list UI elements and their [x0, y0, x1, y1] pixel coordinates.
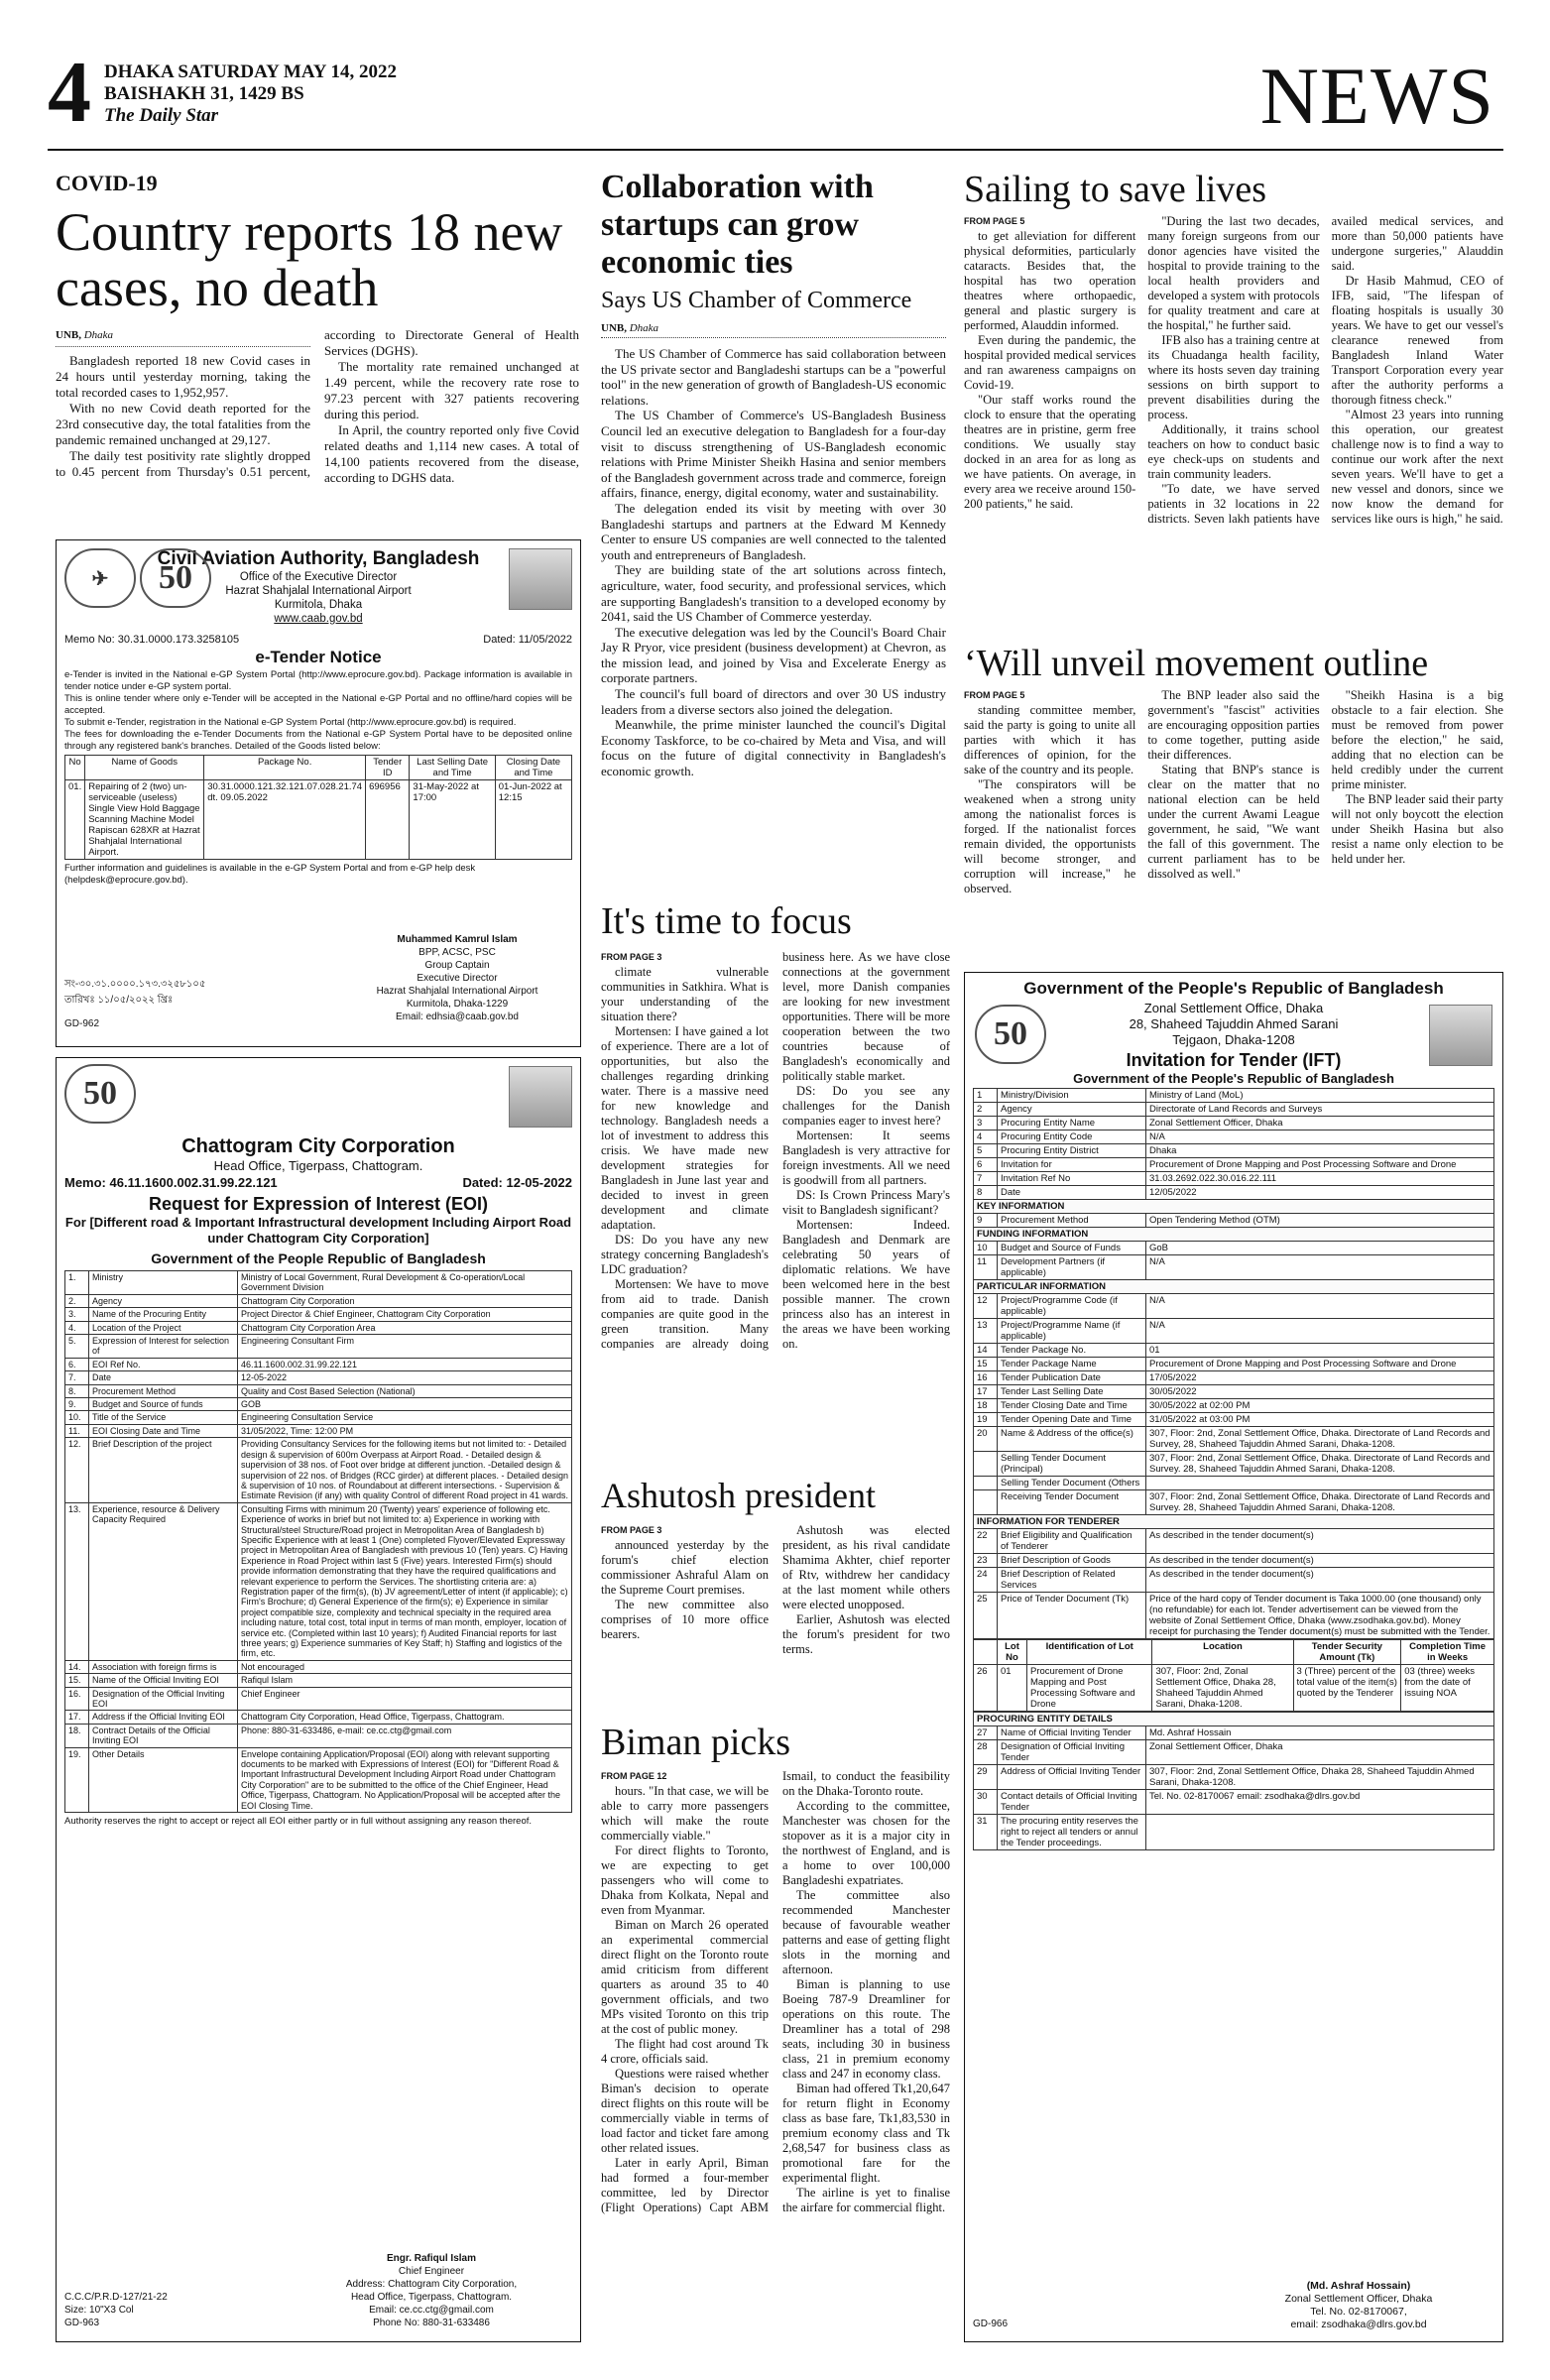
byline: UNB, Dhaka	[601, 322, 946, 338]
sailing-story	[964, 171, 1503, 670]
paragraph: climate vulnerable communities in Satkhira. What is your understanding of the situation there?	[601, 964, 769, 1023]
page-number: 4	[48, 45, 91, 141]
ccc-title: Chattogram City Corporation	[181, 1135, 455, 1157]
table-row: 2 Agency Directorate of Land Records and Surveys	[974, 1103, 1494, 1117]
from-page: FROM PAGE 5	[964, 215, 1025, 226]
masthead-rule	[48, 149, 1503, 151]
eoi-gov: Government of the People Republic of Bangladesh	[151, 1250, 486, 1266]
story-body	[964, 688, 1503, 1002]
table-row: 15 Tender Package Name Procurement of Drone Mapping and Post Processing Software and Drone	[974, 1358, 1494, 1371]
section-title: NEWS	[1259, 51, 1494, 141]
table-row: 6. EOI Ref No. 46.11.1600.002.31.99.22.121	[65, 1358, 572, 1370]
caab-website-link[interactable]: www.caab.gov.bd	[274, 613, 363, 625]
table-row: 3 Procuring Entity Name Zonal Settlement Officer, Dhaka	[974, 1117, 1494, 1130]
goods-table: No Name of Goods Package No. Tender ID Last Selling Date and Time Closing Date and Time 01. Repairing of 2 (two) un-serviceable (useless) Single View Hold Baggage Scanning Machine Model Rapiscan 628XR at Hazrat Shahjalal International Airport. 30.31.0000.121.32.121.07.028.21.74 dt. 09.05.2022 696956 31-May-2022 at 17:00 01-Jun-2022 at 12:15	[64, 755, 572, 860]
table-row: 2. Agency Chattogram City Corporation	[65, 1294, 572, 1307]
paragraph: In April, the country reported only five Covid related deaths and 1,114 new cases. A total of 14,100 patients recovered from the disease, according to DGHS data.	[324, 422, 579, 485]
headline: ‘Will unveil movement outline	[964, 643, 1429, 684]
table-row: 31 The procuring entity reserves the right to reject all tenders or annul the Tender proceedings.	[974, 1815, 1494, 1850]
table-row: 28 Designation of Official Inviting Tender Zonal Settlement Officer, Dhaka	[974, 1740, 1494, 1765]
table-row: 14. Association with foreign firms is Not encouraged	[65, 1660, 572, 1673]
ift-entity-table	[973, 1712, 1494, 1850]
further-info: Further information and guidelines is available in the e-GP System Portal and from e-GP help desk (helpdesk@eprocure.gov.bd).	[64, 863, 476, 886]
paragraph: The BNP leader also said the government's "fascist" activities are encouraging opposition parties to come together, putting aside their differences.	[1147, 687, 1320, 762]
paragraph: Mortensen: I have gained a lot of experience. There are a lot of opportunities, but also the challenges regarding drinking water. There is a massive need for new knowledge and technology. Bangladesh needs a lot of investment to address this crisis. We have made new development strategies for Bangladesh in June last year and decided to invest in green development and climate adaptation.	[601, 1023, 769, 1232]
table-row: 18 Tender Closing Date and Time 30/05/2022 at 02:00 PM	[974, 1399, 1494, 1413]
memo-line: Memo No: 30.31.0000.173.3258105 Dated: 11/05/2022	[64, 634, 572, 646]
table-row: 16 Tender Publication Date 17/05/2022	[974, 1371, 1494, 1385]
table-row: 11. EOI Closing Date and Time 31/05/2022, Time: 12:00 PM	[65, 1424, 572, 1437]
table-row: KEY INFORMATION	[974, 1200, 1494, 1214]
table-row: 18. Contract Details of the Official Inviting EOI Phone: 880-31-633486, e-mail: ce.cc.ctg@gmail.com	[65, 1724, 572, 1747]
ift-title: Invitation for Tender (IFT)	[1126, 1050, 1342, 1070]
table-row: 15. Name of the Official Inviting EOI Rafiqul Islam	[65, 1674, 572, 1687]
paragraph: Additionally, it trains school teachers on how to conduct basic eye check-ups on students and train community leaders.	[1147, 421, 1320, 481]
paragraph: hours. "In that case, we will be able to carry more passengers which will make the route commercially viable."	[601, 1783, 769, 1843]
portrait-image	[509, 548, 572, 610]
covid-story	[56, 171, 579, 486]
paragraph: DS: Do you see any challenges for the Danish companies eager to invest here?	[782, 1083, 950, 1128]
paper-name: The Daily Star	[104, 105, 219, 126]
subhead: Says US Chamber of Commerce	[601, 288, 912, 313]
headline: Sailing to save lives	[964, 169, 1267, 210]
table-row: 10 Budget and Source of Funds GoB	[974, 1242, 1494, 1255]
lot-table: Lot No Identification of Lot Location Tender Security Amount (Tk) Completion Time in Weeks 26 01 Procurement of Drone Mapping and Post Processing Software and Drone 307, Floor: 2nd, Zonal Settlement Office, Dhaka 28, Shaheed Tajuddin Ahmed Sarani, Dhaka-1208. 3 (Three) percent of the total value of the item(s) quoted by the Tenderer 03 (three) weeks from the date of issuing NOA	[973, 1639, 1494, 1712]
table-row: 9 Procurement Method Open Tendering Method (OTM)	[974, 1214, 1494, 1228]
ccc-eoi-ad	[56, 1057, 581, 2342]
paragraph: Earlier, Ashutosh was elected the forum's president for two terms.	[782, 1611, 950, 1656]
paragraph: Later in early April, Biman had formed a four-member committee, led by Director (Flight Operations) Capt ABM Ismail, to conduct the feasibility on the Dhaka-Toronto route.	[601, 1768, 950, 2214]
ift-gov: Government of the People's Republic of Bangladesh	[1023, 979, 1444, 998]
table-row: 5 Procuring Entity District Dhaka	[974, 1144, 1494, 1158]
bangla-date-line: BAISHAKH 31, 1429 BS	[104, 83, 304, 104]
eoi-footer: Authority reserves the right to accept or reject all EOI either partly or in full without assigning any reason thereof.	[64, 1816, 533, 1828]
paragraph: Mortensen: It seems Bangladesh is very attractive for foreign investments. All we need is goodwill from all partners.	[782, 1128, 950, 1187]
eoi-title: Request for Expression of Interest (EOI)	[148, 1194, 489, 1214]
table-row: 27 Name of Official Inviting Tender Md. Ashraf Hossain	[974, 1726, 1494, 1740]
ccc-signature: Engr. Rafiqul Islam Chief Engineer Address: Chattogram City Corporation, Head Office, Tigerpass, Chattogram. Email: ce.cc.ctg@gmail.com Phone No: 880-31-633486	[345, 2253, 518, 2328]
paragraph: The US Chamber of Commerce has said collaboration between the US private sector and Bangladeshi startups can be a "powerful tool" in the new generation of growth of Bangladesh-US economic relations.	[601, 346, 946, 408]
caab-ref: সং-৩০.৩১.০০০০.১৭৩.৩২৫৮১০৫ তারিখঃ ১১/০৫/২০২২ খ্রিঃ GD-962	[64, 979, 206, 1029]
table-row: 1 Ministry/Division Ministry of Land (MoL)	[974, 1089, 1494, 1103]
table-row: 22 Brief Eligibility and Qualification of Tenderer As described in the tender document(s)	[974, 1529, 1494, 1554]
paragraph: Mortensen: Indeed. Bangladesh and Denmark are celebrating 50 years of diplomatic relations. We have been welcomed here in the best possible manner. The crown princess also has an interest in the areas we have been working on.	[782, 1217, 950, 1351]
table-row: FUNDING INFORMATION	[974, 1228, 1494, 1242]
table-row: 4 Procuring Entity Code N/A	[974, 1130, 1494, 1144]
table-row: 8 Date 12/05/2022	[974, 1186, 1494, 1200]
table-row: Selling Tender Document (Others	[974, 1477, 1494, 1490]
table-row: 01. Repairing of 2 (two) un-serviceable (useless) Single View Hold Baggage Scanning Machine Model Rapiscan 628XR at Hazrat Shahjalal International Airport. 30.31.0000.121.32.121.07.028.21.74 dt. 09.05.2022 696956 31-May-2022 at 17:00 01-Jun-2022 at 12:15	[65, 780, 572, 860]
from-page: FROM PAGE 3	[601, 1524, 662, 1535]
paragraph: announced yesterday by the forum's chief election commissioner Ashraful Alam on the Supreme Court premises.	[601, 1537, 769, 1597]
date-line: DHAKA SATURDAY MAY 14, 2022	[104, 61, 398, 82]
bangladesh-50-logo: 50	[975, 1005, 1046, 1064]
ccc-office: Head Office, Tigerpass, Chattogram.	[213, 1158, 423, 1173]
bangladesh-50-logo: 50	[64, 1064, 136, 1124]
table-row: 29 Address of Official Inviting Tender 307, Floor: 2nd, Zonal Settlement Office, Dhaka 28, Shaheed Tajuddin Ahmed Sarani, Dhaka-1208.	[974, 1765, 1494, 1790]
eoi-table	[64, 1270, 572, 1813]
table-row: INFORMATION FOR TENDERER	[974, 1515, 1494, 1529]
table-row: 1. Ministry Ministry of Local Government, Rural Development & Co-operation/Local Government Division	[65, 1271, 572, 1295]
ift-signature: (Md. Ashraf Hossain) Zonal Settlement Officer, Dhaka Tel. No. 02-8170067, email: zsodhaka@dlrs.gov.bd	[1284, 2280, 1433, 2330]
story-body	[601, 1769, 950, 2358]
ccc-ref: C.C.C/P.R.D-127/21-22 Size: 10"X3 Col GD-963	[64, 2292, 168, 2328]
paragraph: IFB also has a training centre at its Chuadanga health facility, where its hosts seven day training sessions on birth support to prevent disabilities during the process.	[1147, 332, 1320, 421]
paragraph: Ashutosh was elected president, as his rival candidate Shamima Akhter, chief reporter of Rtv, withdrew her candidacy at the last moment while others were elected unopposed.	[782, 1522, 950, 1611]
paragraph: Even during the pandemic, the hospital provided medical services and ran awareness campaigns on Covid-19.	[964, 332, 1136, 392]
paragraph: Stating that BNP's stance is clear on the matter that no national election can be held under the current Awami League government, he said, "We want the fall of this government. The current parliament has to be dissolved as well."	[1147, 762, 1320, 881]
paragraph: Biman on March 26 operated an experimental commercial direct flight on the Toronto route amid criticism from different quarters as around 35 to 40 government officials, and two MPs visited Toronto on this trip at the cost of public money.	[601, 1917, 769, 2036]
byline: UNB, Dhaka	[56, 327, 310, 347]
ift-table	[973, 1088, 1494, 1639]
table-row: Receiving Tender Document 307, Floor: 2nd, Zonal Settlement Office, Dhaka. Directorate of Land Records and Survey. 28, Shaheed Tajuddin Ahmed Sarani, Dhaka-1208.	[974, 1490, 1494, 1515]
table-row: 11 Development Partners (if applicable) N/A	[974, 1255, 1494, 1280]
table-row: 7 Invitation Ref No 31.03.2692.022.30.016.22.111	[974, 1172, 1494, 1186]
paragraph: The council's full board of directors and over 30 US industry leaders from a diverse sectors also joined the delegation.	[601, 686, 946, 717]
paragraph: The new committee also comprises of 10 more office bearers.	[601, 1597, 769, 1641]
paragraph: They are building state of the art solutions across fintech, agriculture, water, food security, and professional services, which are supporting Bangladesh's transition to a developed economy by 2041, said the US Chamber of Commerce yesterday.	[601, 562, 946, 625]
headline: It's time to focus	[601, 900, 852, 942]
paragraph: The airline is yet to finalise the airfare for commercial flight.	[782, 2185, 950, 2214]
paragraph: For direct flights to Toronto, we are expecting to get passengers who will come to Dhaka from Kolkata, Nepal and even from Myanmar.	[601, 1843, 769, 1917]
headline: Collaboration with startups can grow economic ties	[601, 169, 874, 281]
table-row: 20 Name & Address of the office(s) 307, Floor: 2nd, Zonal Settlement Office, Dhaka. Directorate of Land Records and Survey, 28, Shaheed Tajuddin Ahmed Sarani, Dhaka-1208.	[974, 1427, 1494, 1452]
table-row: 24 Brief Description of Related Services As described in the tender document(s)	[974, 1568, 1494, 1593]
paragraph: Bangladesh reported 18 new Covid cases in 24 hours until yesterday morning, taking the total recorded cases to 1,952,957.	[56, 353, 310, 400]
paragraph: to get alleviation for different physical deformities, particularly cataracts. Besides that, the hospital has two operation theatres where orthopaedic, general and plastic surgery is performed, Alauddin informed.	[964, 228, 1136, 332]
paragraph: The delegation ended its visit by meeting with over 30 Bangladeshi startups and partners at the Edward M Kennedy Center to ensure US companies are well connected to the talented youth and entrepreneurs of Bangladesh.	[601, 500, 946, 562]
table-row: 19 Tender Opening Date and Time 31/05/2022 at 03:00 PM	[974, 1413, 1494, 1427]
table-row: 30 Contact details of Official Inviting Tender Tel. No. 02-8170067 email: zsodhaka@dlrs.gov.bd	[974, 1790, 1494, 1815]
headline: Country reports 18 new cases, no death	[56, 202, 563, 317]
biman-story	[601, 1724, 950, 2358]
table-row: 6 Invitation for Procurement of Drone Mapping and Post Processing Software and Drone	[974, 1158, 1494, 1172]
caab-signature: Muhammed Kamrul Islam BPP, ACSC, PSC Group Captain Executive Director Hazrat Shahjalal International Airport Kurmitola, Dhaka-1229 Email: edhsia@caab.gov.bd	[376, 934, 538, 1022]
paragraph: The US Chamber of Commerce's US-Bangladesh Business Council led an executive delegation to Bangladesh for a four-day visit to discuss strengthening of US-Bangladesh economic relations with Prime Minister Sheikh Hasina and senior members of the Bangladesh government across trade and commerce, foreign affairs, finance, energy, digital economy, water and sustainability.	[601, 408, 946, 501]
portrait-image	[509, 1066, 572, 1128]
caab-tender-ad	[56, 539, 581, 1047]
masthead-dates	[104, 61, 397, 127]
ift-address: Zonal Settlement Office, Dhaka 28, Shaheed Tajuddin Ahmed Sarani Tejgaon, Dhaka-1208	[1129, 1001, 1339, 1047]
paragraph: DS: Is Crown Princess Mary's visit to Bangladesh significant?	[782, 1187, 950, 1217]
paragraph: Dr Hasib Mahmud, CEO of IFB, said, "The lifespan of floating hospitals is usually 30 years. We have to get our vessel's clearance renewed from Bangladesh Inland Water Transport Corporation every year after the authority performs a thorough fitness check."	[1331, 273, 1503, 407]
caab-emblem-icon: ✈	[64, 548, 136, 608]
story-body	[601, 1523, 950, 1743]
caab-title: Civil Aviation Authority, Bangladesh	[157, 548, 480, 569]
paragraph: Mortensen: We have to move from aid to trade. Danish companies are quite good in the green transition. Many companies are already doing business here. As we have close connections at the government level, more Danish companies are looking for new investment opportunities. There will be more cooperation between the two countries because of Bangladesh's economically and politically stable market.	[601, 949, 950, 1351]
focus-story	[601, 902, 950, 1484]
story-body	[601, 346, 946, 779]
table-row: 17 Tender Last Selling Date 30/05/2022	[974, 1385, 1494, 1399]
table-row: 17. Address if the Official Inviting EOI Chattogram City Corporation, Head Office, Tigerpass, Chattogram.	[65, 1711, 572, 1724]
paragraph: The BNP leader said their party will not only boycott the election under Sheikh Hasina but also resist a name only election to be held under her.	[1331, 791, 1503, 866]
table-row: 7. Date 12-05-2022	[65, 1371, 572, 1384]
ift-tender-ad	[964, 972, 1503, 2342]
memo-line: Memo: 46.11.1600.002.31.99.22.121 Dated: 12-05-2022	[64, 1175, 572, 1190]
paragraph: The flight had cost around Tk 4 crore, officials said.	[601, 2036, 769, 2066]
ift-gd: GD-966	[973, 2319, 1009, 2329]
bangladesh-50-logo: 50	[140, 548, 211, 608]
from-page: FROM PAGE 12	[601, 1770, 667, 1781]
paragraph: "The conspirators will be weakened when a strong unity among the nationalist forces is forged. If the nationalist forces remain divided, the opportunists will become stronger, and corruption will increase," he observed.	[964, 776, 1136, 895]
paragraph: DS: Do you have any new strategy concerning Bangladesh's LDC graduation?	[601, 1232, 769, 1276]
table-row: 12 Project/Programme Code (if applicable) N/A	[974, 1294, 1494, 1319]
table-row: 19. Other Details Envelope containing Application/Proposal (EOI) along with relevant supporting documents to be marked with Expressions of Interest (EOI) for "Different Road & Important Infrastructural Development Including Airport Road under Chattogram City Corporation" are to be submitted to the office of the Chief Engineer, Head Office, Tigerpass, Chattogram. No Application/Proposal will be accepted after the EOI Closing Time.	[65, 1747, 572, 1812]
notice-title: e-Tender Notice	[255, 648, 382, 666]
table-row: 9. Budget and Source of funds GOB	[65, 1398, 572, 1411]
paragraph: "During the last two decades, many foreign surgeons from our donor agencies have visited the hospital to provide training to the local health providers and developed a system with protocols for quality treatment and care at the hospital," he further said.	[1147, 213, 1320, 332]
headline: Ashutosh president	[601, 1476, 876, 1515]
paragraph: "Almost 23 years into running this operation, our greatest challenge now is to find a way to continue our work after the next seven years. We'll have to get a new vessel and donors, since we now know the demand for services like ours is high," he said.	[1331, 407, 1503, 526]
from-page: FROM PAGE 3	[601, 951, 662, 962]
table-row: PARTICULAR INFORMATION	[974, 1280, 1494, 1294]
eoi-for: For [Different road & Important Infrastructural development Including Airport Road under Chattogram City Corporation]	[64, 1215, 572, 1246]
portrait-image	[1429, 1005, 1492, 1066]
table-row: 5. Expression of Interest for selection of Engineering Consultant Firm	[65, 1335, 572, 1359]
paragraph: "Sheikh Hasina is a big obstacle to a fair election. She must be removed from power before the election," he said, adding that no election can be held credibly under the current prime minister.	[1331, 687, 1503, 791]
story-body	[56, 327, 579, 486]
table-row: 3. Name of the Procuring Entity Project Director & Chief Engineer, Chattogram City Corporation	[65, 1308, 572, 1321]
collab-story	[601, 169, 946, 779]
unveil-story	[964, 645, 1503, 1002]
headline: Biman picks	[601, 1722, 791, 1763]
table-row: 10. Title of the Service Engineering Consultation Service	[65, 1411, 572, 1424]
story-body	[964, 214, 1503, 670]
ift-subtitle: Government of the People's Republic of Bangladesh	[1073, 1071, 1394, 1086]
table-row: 4. Location of the Project Chattogram City Corporation Area	[65, 1321, 572, 1334]
paragraph: According to the committee, Manchester was chosen for the stopover as it is a major city in the northwest of England, and is a home to over 100,000 Bangladeshi expatriates.	[782, 1798, 950, 1887]
paragraph: Biman is planning to use Boeing 787-9 Dreamliner for operations on this route. The Dreamliner has a total of 298 seats, including 30 in business class, 21 in premium economy class and 247 in economy class.	[782, 1976, 950, 2081]
paragraph: The daily test positivity rate slightly dropped to 0.45 percent from Thursday's 0.51 percent, according to Directorate General of Health Services (DGHS).	[56, 327, 579, 479]
table-row: 13. Experience, resource & Delivery Capacity Required Consulting Firms with minimum 20 (Twenty) years' experience of following etc. Experience of works in brief but not limited to: a) Experience in working with Structural/steel Structure/Road project in Metropolitan Area of Bangladesh b) Specific Experience with at least 1 (One) completed Flyover/Elevated Expressway project in Metropolitan Area of Bangladesh with previous 10 (Ten) years. C) Having Experience in Road Project within last 5 (Five) years. Interested Firm(s) should provide information demonstrating that they have the required qualifications and relevant experience to perform the Services. The shortlisting criteria are: a) Registration paper of the firm(s), (b) JV agreement/Letter of intent (if applicable); c) Firm's Brochure; d) General Experience of the firm(s); e) Experience in similar project compatible size, complexity and technical specialty in the required area including nature, total cost, total input in terms of man month, employer, location of service etc. (Completed within last 10 years); f) Audited Financial reports for last three years; g) Experience summaries of Key Staff; h) Staffing and logistics of the firm, etc.	[65, 1502, 572, 1660]
paragraph: The committee also recommended Manchester because of favourable weather patterns and ease of getting flight slots in the morning and afternoon.	[782, 1887, 950, 1976]
ashutosh-story	[601, 1478, 950, 1743]
paragraph: Meanwhile, the prime minister launched the council's Digital Economy Taskforce, to be co-chaired by Meta and Visa, and will focus on the future of digital connectivity in Bangladesh's economic growth.	[601, 717, 946, 779]
kicker: COVID-19	[56, 171, 158, 195]
notice-body: e-Tender is invited in the National e-GP System Portal (http://www.eprocure.gov.bd). Package information is available in tender notice under e-GP system portal. This is online tender where only e-Tender will be accepted in the National e-GP Portal and no offline/hard copies will be accepted. To submit e-Tender, registration in the National e-GP System Portal (http://www.eprocure.gov.bd) is required. The fees for downloading the e-Tender Documents from the National e-GP System Portal have to be deposited online through any registered bank's branches. Detailed of the Goods listed below:	[64, 669, 572, 752]
table-row: 8. Procurement Method Quality and Cost Based Selection (National)	[65, 1384, 572, 1397]
caab-address: Office of the Executive Director Hazrat Shahjalal International Airport Kurmitola, Dhaka www.caab.gov.bd	[64, 570, 572, 626]
paragraph: Biman had offered Tk1,20,647 for return flight in Economy class as base fare, Tk1,83,530 in premium economy class and Tk 2,68,547 for business class as promotional fare for the experimental flight.	[782, 2081, 950, 2185]
paragraph: Questions were raised whether Biman's decision to operate direct flights on this route will be commercially viable in terms of load factor and ticket fare among other related issues.	[601, 2066, 769, 2155]
table-row: 14 Tender Package No. 01	[974, 1344, 1494, 1358]
table-row: 16. Designation of the Official Inviting EOI Chief Engineer	[65, 1687, 572, 1711]
table-row: 23 Brief Description of Goods As described in the tender document(s)	[974, 1554, 1494, 1568]
paragraph: standing committee member, said the party is going to unite all parties with which it has differences of opinion, for the sake of the country and its people.	[964, 702, 1136, 776]
story-body	[601, 950, 950, 1484]
paragraph: The mortality rate remained unchanged at 1.49 percent, while the recovery rate rose to 97.23 percent with 327 patients recovering during this period.	[324, 359, 579, 421]
paragraph: "Our staff works round the clock to ensure that the operating theatres are in pristine, germ free conditions. We usually stay docked in an area for as long as we have patients. On average, in every area we receive around 150-200 patients," he said.	[964, 392, 1136, 511]
paragraph: The executive delegation was led by the Council's Board Chair Jay R Pryor, vice president (business development) at Chevron, as the mission lead, and joined by Visa and Excelerate Energy as corporate partners.	[601, 624, 946, 686]
paragraph: With no new Covid death reported for the 23rd consecutive day, the total fatalities from the pandemic remained unchanged at 29,127.	[56, 401, 310, 447]
table-row: Selling Tender Document (Principal) 307, Floor: 2nd, Zonal Settlement Office, Dhaka. Directorate of Land Records and Survey. 28, Shaheed Tajuddin Ahmed Sarani, Dhaka-1208.	[974, 1452, 1494, 1477]
table-row: 26 01 Procurement of Drone Mapping and Post Processing Software and Drone 307, Floor: 2nd, Zonal Settlement Office, Dhaka 28, Shaheed Tajuddin Ahmed Sarani, Dhaka-1208. 3 (Three) percent of the total value of the item(s) quoted by the Tenderer 03 (three) weeks from the date of issuing NOA	[974, 1665, 1494, 1712]
table-row: 12. Brief Description of the project Providing Consultancy Services for the following items but not limited to: - Detailed design & supervision of 600m Overpass at Airport Road. - Detailed design & supervision of 38 nos. of Foot over bridge at different junction. -Detailed design & supervision of 22 nos. of Bridges (RCC girder) at different places. - Detailed design & supervision of 10 nos. of Roundabout at different intersections. - Supervision & Estimate Revision (if any) with quality Control of different Road project in 41 wards.	[65, 1438, 572, 1502]
paragraph: "To date, we have served patients in 32 locations in 22 districts. Seven lakh patients have availed medical services, and more than 50,000 patients have undergone surgeries," Alauddin said.	[1147, 213, 1503, 526]
from-page: FROM PAGE 5	[964, 689, 1025, 700]
table-row: PROCURING ENTITY DETAILS	[974, 1713, 1494, 1726]
table-row: 25 Price of Tender Document (Tk) Price of the hard copy of Tender document is Taka 1000.00 (one thousand) only (no refundable) for each lot. Tender advertisement can be viewed from the website of Zonal Settlement Office, Dhaka (www.zsodhaka.gov.bd). Money receipt for purchasing the Tender document(s) must be submitted with the Tender.	[974, 1593, 1494, 1639]
table-row: 13 Project/Programme Name (if applicable) N/A	[974, 1319, 1494, 1344]
